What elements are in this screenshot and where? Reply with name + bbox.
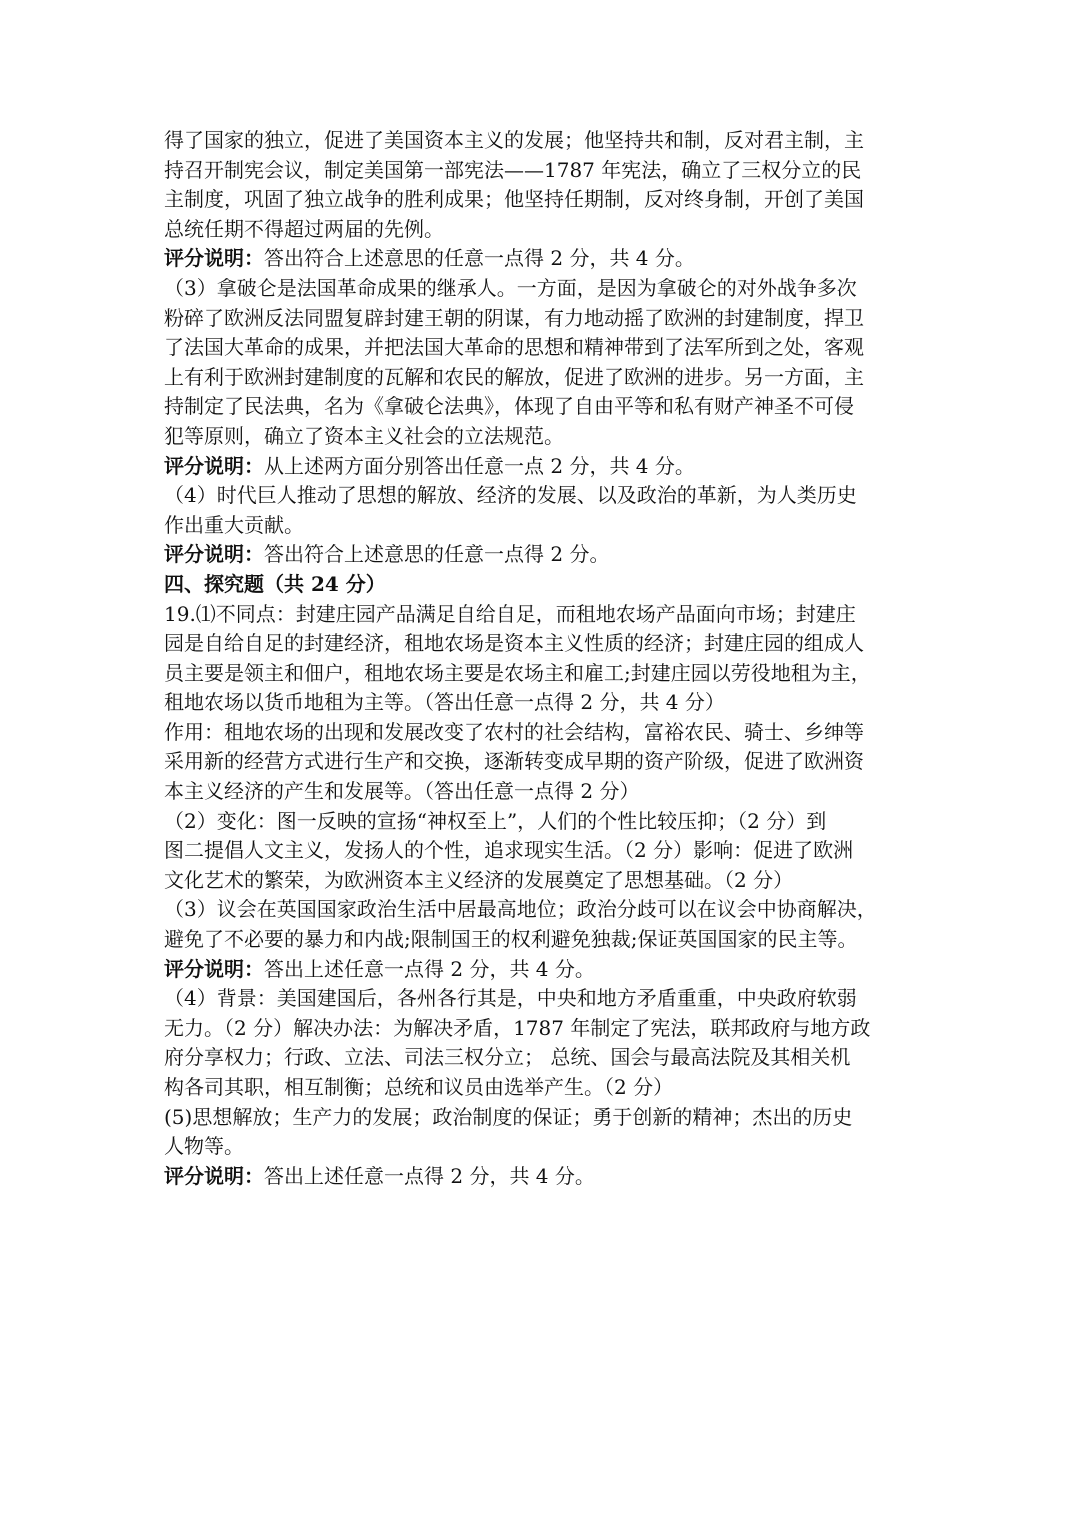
text-line: 府分享权力；行政、立法、司法三权分立； 总统、国会与最高法院及其相关机	[164, 1045, 851, 1070]
text-line: （3）拿破仑是法国革命成果的继承人。一方面，是因为拿破仑的对外战争多次	[164, 275, 857, 300]
text-line: 本主义经济的产生和发展等。（答出任意一点得 2 分）	[164, 779, 640, 804]
scoring-label: 评分说明：	[164, 956, 264, 981]
text-line: 了法国大革命的成果，并把法国大革命的思想和精神带到了法军所到之处，客观	[164, 335, 864, 360]
section-heading: 四、探究题（共 24 分）	[164, 571, 386, 596]
text-line: 粉碎了欧洲反法同盟复辟封建王朝的阴谋，有力地动摇了欧洲的封建制度，捍卫	[164, 305, 864, 330]
text-line: (5)思想解放；生产力的发展；政治制度的保证；勇于创新的精神；杰出的历史	[164, 1104, 853, 1129]
text-line: 租地农场以货币地租为主等。（答出任意一点得 2 分，共 4 分）	[164, 690, 725, 715]
text-line: （2）变化：图一反映的宣扬“神权至上”，人们的个性比较压抑；（2 分）到	[164, 808, 827, 833]
scoring-label: 评分说明：	[164, 542, 264, 567]
text-line: 犯等原则，确立了资本主义社会的立法规范。	[164, 423, 564, 448]
text-line: 构各司其职，相互制衡；总统和议员由选举产生。（2 分）	[164, 1075, 674, 1099]
scoring-note: 评分说明：答出符合上述意思的任意一点得 2 分，共 4 分。	[164, 246, 695, 271]
scoring-label: 评分说明：	[164, 1163, 264, 1188]
scoring-note: 评分说明：答出符合上述意思的任意一点得 2 分。	[164, 542, 610, 567]
scoring-note: 评分说明：答出上述任意一点得 2 分，共 4 分。	[164, 1163, 595, 1188]
scoring-note: 评分说明：答出上述任意一点得 2 分，共 4 分。	[164, 956, 595, 981]
text-line: 19.⑴不同点：封建庄园产品满足自给自足，而租地农场产品面向市场；封建庄	[164, 601, 856, 626]
text-line: 主制度，巩固了独立战争的胜利成果；他坚持任期制，反对终身制，开创了美国	[164, 187, 864, 212]
text-line: 作用：租地农场的出现和发展改变了农村的社会结构，富裕农民、骑士、乡绅等	[164, 719, 864, 744]
text-line: 持制定了民法典，名为《拿破仑法典》，体现了自由平等和私有财产神圣不可侵	[164, 394, 854, 419]
text-line: 园是自给自足的封建经济，租地农场是资本主义性质的经济；封建庄园的组成人	[164, 631, 864, 656]
scoring-note: 评分说明：从上述两方面分别答出任意一点 2 分，共 4 分。	[164, 453, 695, 478]
text-line: （4）时代巨人推动了思想的解放、经济的发展、以及政治的革新，为人类历史	[164, 483, 857, 508]
scoring-label: 评分说明：	[164, 246, 264, 271]
text-line: 上有利于欧洲封建制度的瓦解和农民的解放，促进了欧洲的进步。另一方面，主	[164, 364, 864, 389]
text-line: （4）背景：美国建国后，各州各行其是，中央和地方矛盾重重，中央政府软弱	[164, 986, 857, 1011]
document-body	[164, 126, 924, 1191]
text-line: 得了国家的独立，促进了美国资本主义的发展；他坚持共和制，反对君主制，主	[164, 128, 864, 152]
text-line: 持召开制宪会议，制定美国第一部宪法——1787 年宪法，确立了三权分立的民	[164, 157, 862, 182]
text-line: 避免了不必要的暴力和内战;限制国王的权利避免独裁;保证英国国家的民主等。	[164, 927, 858, 952]
text-line: 图二提倡人文主义，发扬人的个性，追求现实生活。（2 分）影响：促进了欧洲	[164, 838, 854, 863]
text-line: 人物等。	[164, 1134, 244, 1159]
text-line: 总统任期不得超过两届的先例。	[164, 216, 444, 241]
text-line: 文化艺术的繁荣，为欧洲资本主义经济的发展奠定了思想基础。（2 分）	[164, 867, 794, 892]
text-line: 作出重大贡献。	[164, 512, 304, 537]
text-line: 采用新的经营方式进行生产和交换，逐渐转变成早期的资产阶级，促进了欧洲资	[164, 749, 864, 774]
text-line: （3）议会在英国国家政治生活中居最高地位；政治分歧可以在议会中协商解决，	[164, 897, 877, 922]
text-line: 员主要是领主和佃户，租地农场主要是农场主和雇工;封建庄园以劳役地租为主，	[164, 660, 871, 685]
scoring-label: 评分说明：	[164, 453, 264, 478]
text-line: 无力。（2 分）解决办法：为解决矛盾，1787 年制定了宪法，联邦政府与地方政	[164, 1015, 871, 1040]
